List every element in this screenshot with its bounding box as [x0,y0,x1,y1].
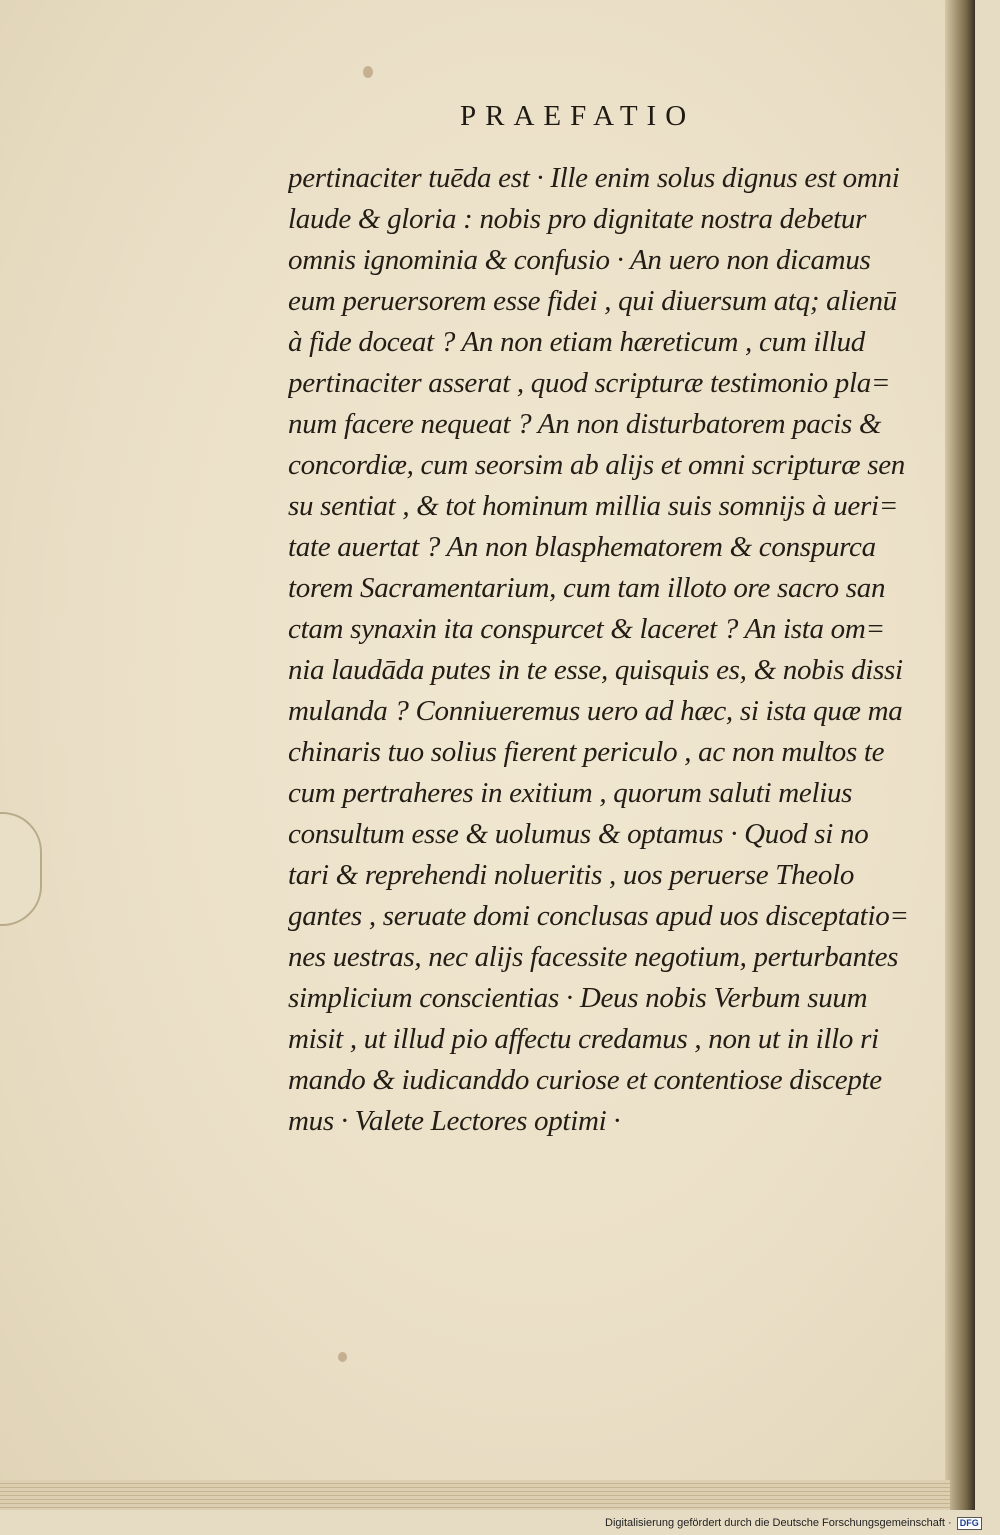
text-line: pertinaciter tuēda est · Ille enim solus dignus est omni [288,162,900,194]
text-line: num facere nequeat ? An non disturbatorem pacis & [288,408,882,440]
text-line: torem Sacramentarium, cum tam illoto ore sacro san [288,572,886,604]
text-line: tate auertat ? An non blasphematorem & conspurca [288,531,876,563]
text-line: cum pertraheres in exitium , quorum saluti melius [288,777,853,809]
text-line: tari & reprehendi nolueritis , uos peruerse Theolo [288,859,855,891]
text-line: gantes , seruate domi conclusas apud uos disceptatio= [288,900,909,932]
text-line: ctam synaxin ita conspurcet & laceret ? An ista om= [288,613,885,645]
text-line: nia laudāda putes in te esse, quisquis es, & nobis dissi [288,654,903,686]
text-line: chinaris tuo solius fierent periculo , ac non multos te [288,736,885,768]
page-edges [0,1480,950,1510]
text-line: concordiæ, cum seorsim ab alijs et omni scripturæ sen [288,449,905,481]
text-line: omnis ignominia & confusio · An uero non dicamus [288,244,871,276]
text-line: consultum esse & uolumus & optamus · Quod si no [288,818,869,850]
text-line: simplicium conscientias · Deus nobis Verbum suum [288,982,868,1014]
body-text [288,158,938,1142]
text-line: mando & iudicanddo curiose et contentiose discepte [288,1064,882,1096]
text-line: mus · Valete Lectores optimi · [288,1105,621,1137]
text-line: eum peruersorem esse fidei , qui diuersum atq; alienū [288,285,897,317]
ink-smudge [338,1352,347,1362]
text-line: laude & gloria : nobis pro dignitate nostra debetur [288,203,867,235]
text-line: mulanda ? Conniueremus uero ad hæc, si ista quæ ma [288,695,903,727]
ink-smudge [363,66,373,78]
book-gutter [945,0,975,1510]
digitization-credit [605,1517,995,1530]
dfg-logo: DFG [957,1517,982,1530]
text-line: su sentiat , & tot hominum millia suis somnijs à ueri= [288,490,898,522]
page-clasp-shadow [0,812,42,926]
text-line: misit , ut illud pio affectu credamus , non ut in illo ri [288,1023,879,1055]
running-header: PRAEFATIO [460,100,696,132]
credit-text: Digitalisierung gefördert durch die Deutsche Forschungsgemeinschaft · [605,1517,952,1529]
text-line: pertinaciter asserat , quod scripturæ testimonio pla= [288,367,891,399]
text-line: à fide doceat ? An non etiam hæreticum , cum illud [288,326,865,358]
text-line: nes uestras, nec alijs facessite negotium, perturbantes [288,941,899,973]
